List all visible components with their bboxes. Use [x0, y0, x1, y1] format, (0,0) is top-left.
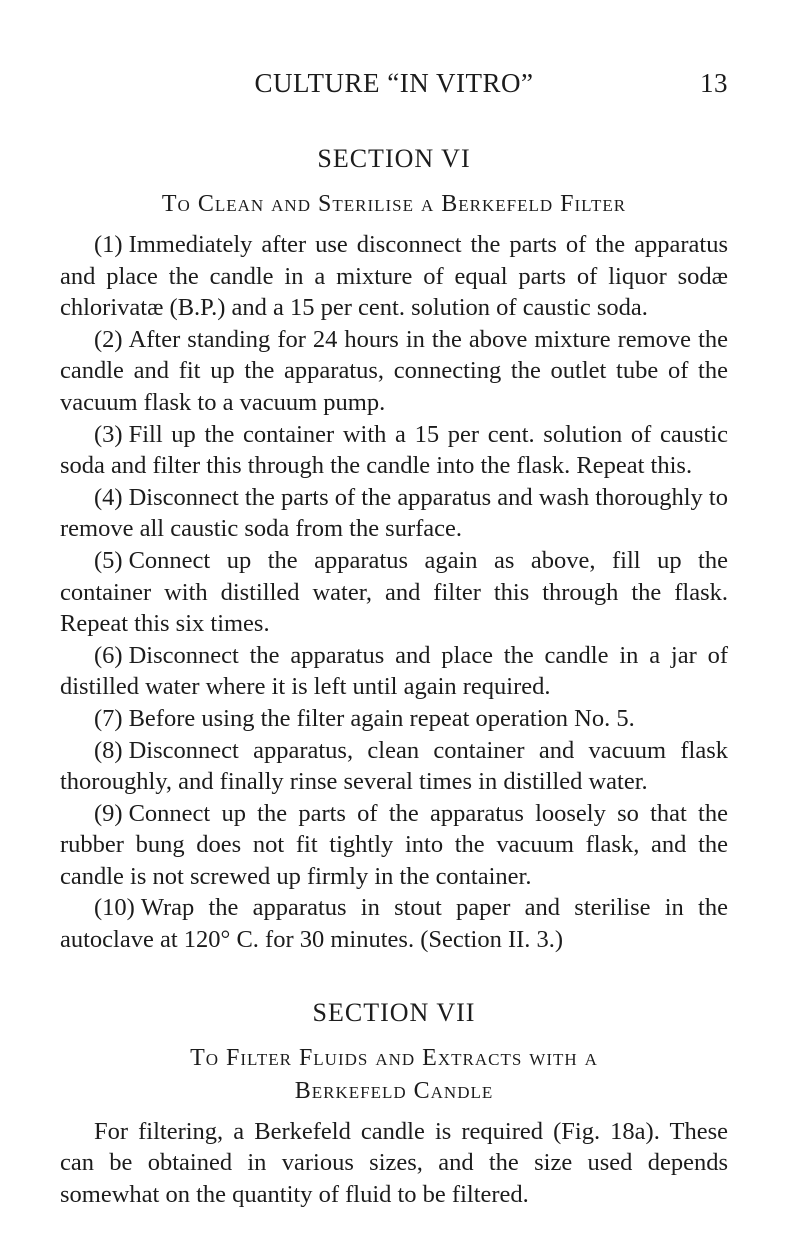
section-vii-subtitle	[60, 1042, 728, 1108]
section-vi-subtitle: To Clean and Sterilise a Berkefeld Filter	[161, 191, 627, 217]
step-text: Connect up the parts of the apparatus loosely so that the rubber bung does not fit tightly into the vacuum flask, and the candle is not screwed up firmly in the container.	[60, 799, 728, 890]
step-text: Disconnect the parts of the apparatus and wash thoroughly to remove all caustic soda from the surface.	[60, 483, 728, 543]
step-text: Fill up the container with a 15 per cent. solution of caustic soda and filter this through the candle into the flask. Repeat this.	[60, 420, 728, 480]
step-text: Disconnect the apparatus and place the candle in a jar of distilled water where it is left until again required.	[60, 641, 728, 701]
section-vii-subtitle-line-2: Berkefeld Candle	[294, 1077, 494, 1104]
step-text: Connect up the apparatus again as above, fill up the container with distilled water, and filter this through the flask. Repeat this six times.	[60, 546, 728, 638]
step-text: After standing for 24 hours in the above mixture remove the candle and fit up the apparatus, connecting the outlet tube of the vacuum flask to a vacuum pump.	[60, 325, 728, 416]
step-number: (8)	[94, 736, 123, 764]
step-number: (5)	[94, 546, 123, 574]
step-number: (1)	[94, 231, 123, 258]
step-paragraph	[60, 419, 728, 482]
step-number: (9)	[94, 799, 123, 827]
step-text: Wrap the apparatus in stout paper and sterilise in the autoclave at 120° C. for 30 minutes. (Section II. 3.)	[60, 894, 728, 954]
step-text: Immediately after use disconnect the parts of the apparatus and place the candle in a mixture of equal parts of liquor sodæ chlorivatæ (B.P.) and a 15 per cent. solution of caustic soda.	[60, 231, 728, 322]
step-text: Before using the filter again repeat operation No. 5.	[128, 704, 635, 732]
step-number: (10)	[94, 894, 135, 922]
step-paragraph	[60, 482, 728, 545]
section-vii-heading: SECTION VII	[312, 997, 476, 1027]
running-head-title: CULTURE “IN VITRO”	[254, 68, 534, 98]
step-number: (4)	[94, 483, 123, 511]
step-paragraph	[60, 735, 728, 798]
page-number: 13	[700, 68, 728, 98]
section-vii-subtitle-line-1: To Filter Fluids and Extracts with a	[190, 1044, 598, 1071]
step-paragraph	[60, 229, 728, 324]
step-paragraph	[60, 324, 728, 419]
step-paragraph	[60, 892, 728, 955]
running-head	[60, 60, 728, 100]
step-paragraph	[60, 703, 728, 735]
book-page	[60, 60, 728, 1210]
section-vi-steps	[60, 229, 728, 956]
step-number: (3)	[94, 420, 123, 448]
step-paragraph	[60, 640, 728, 703]
step-paragraph	[60, 545, 728, 640]
step-text: Disconnect apparatus, clean container and vacuum flask thoroughly, and finally rinse several times in distilled water.	[60, 736, 728, 796]
section-vii-paragraph: For filtering, a Berkefeld candle is required (Fig. 18a). These can be obtained in various sizes, and the size used depends somewhat on the quantity of fluid to be filtered.	[60, 1117, 728, 1208]
step-number: (7)	[94, 704, 123, 732]
section-vi-heading: SECTION VI	[317, 144, 471, 173]
step-paragraph	[60, 798, 728, 893]
step-number: (2)	[94, 325, 123, 353]
step-number: (6)	[94, 641, 123, 669]
